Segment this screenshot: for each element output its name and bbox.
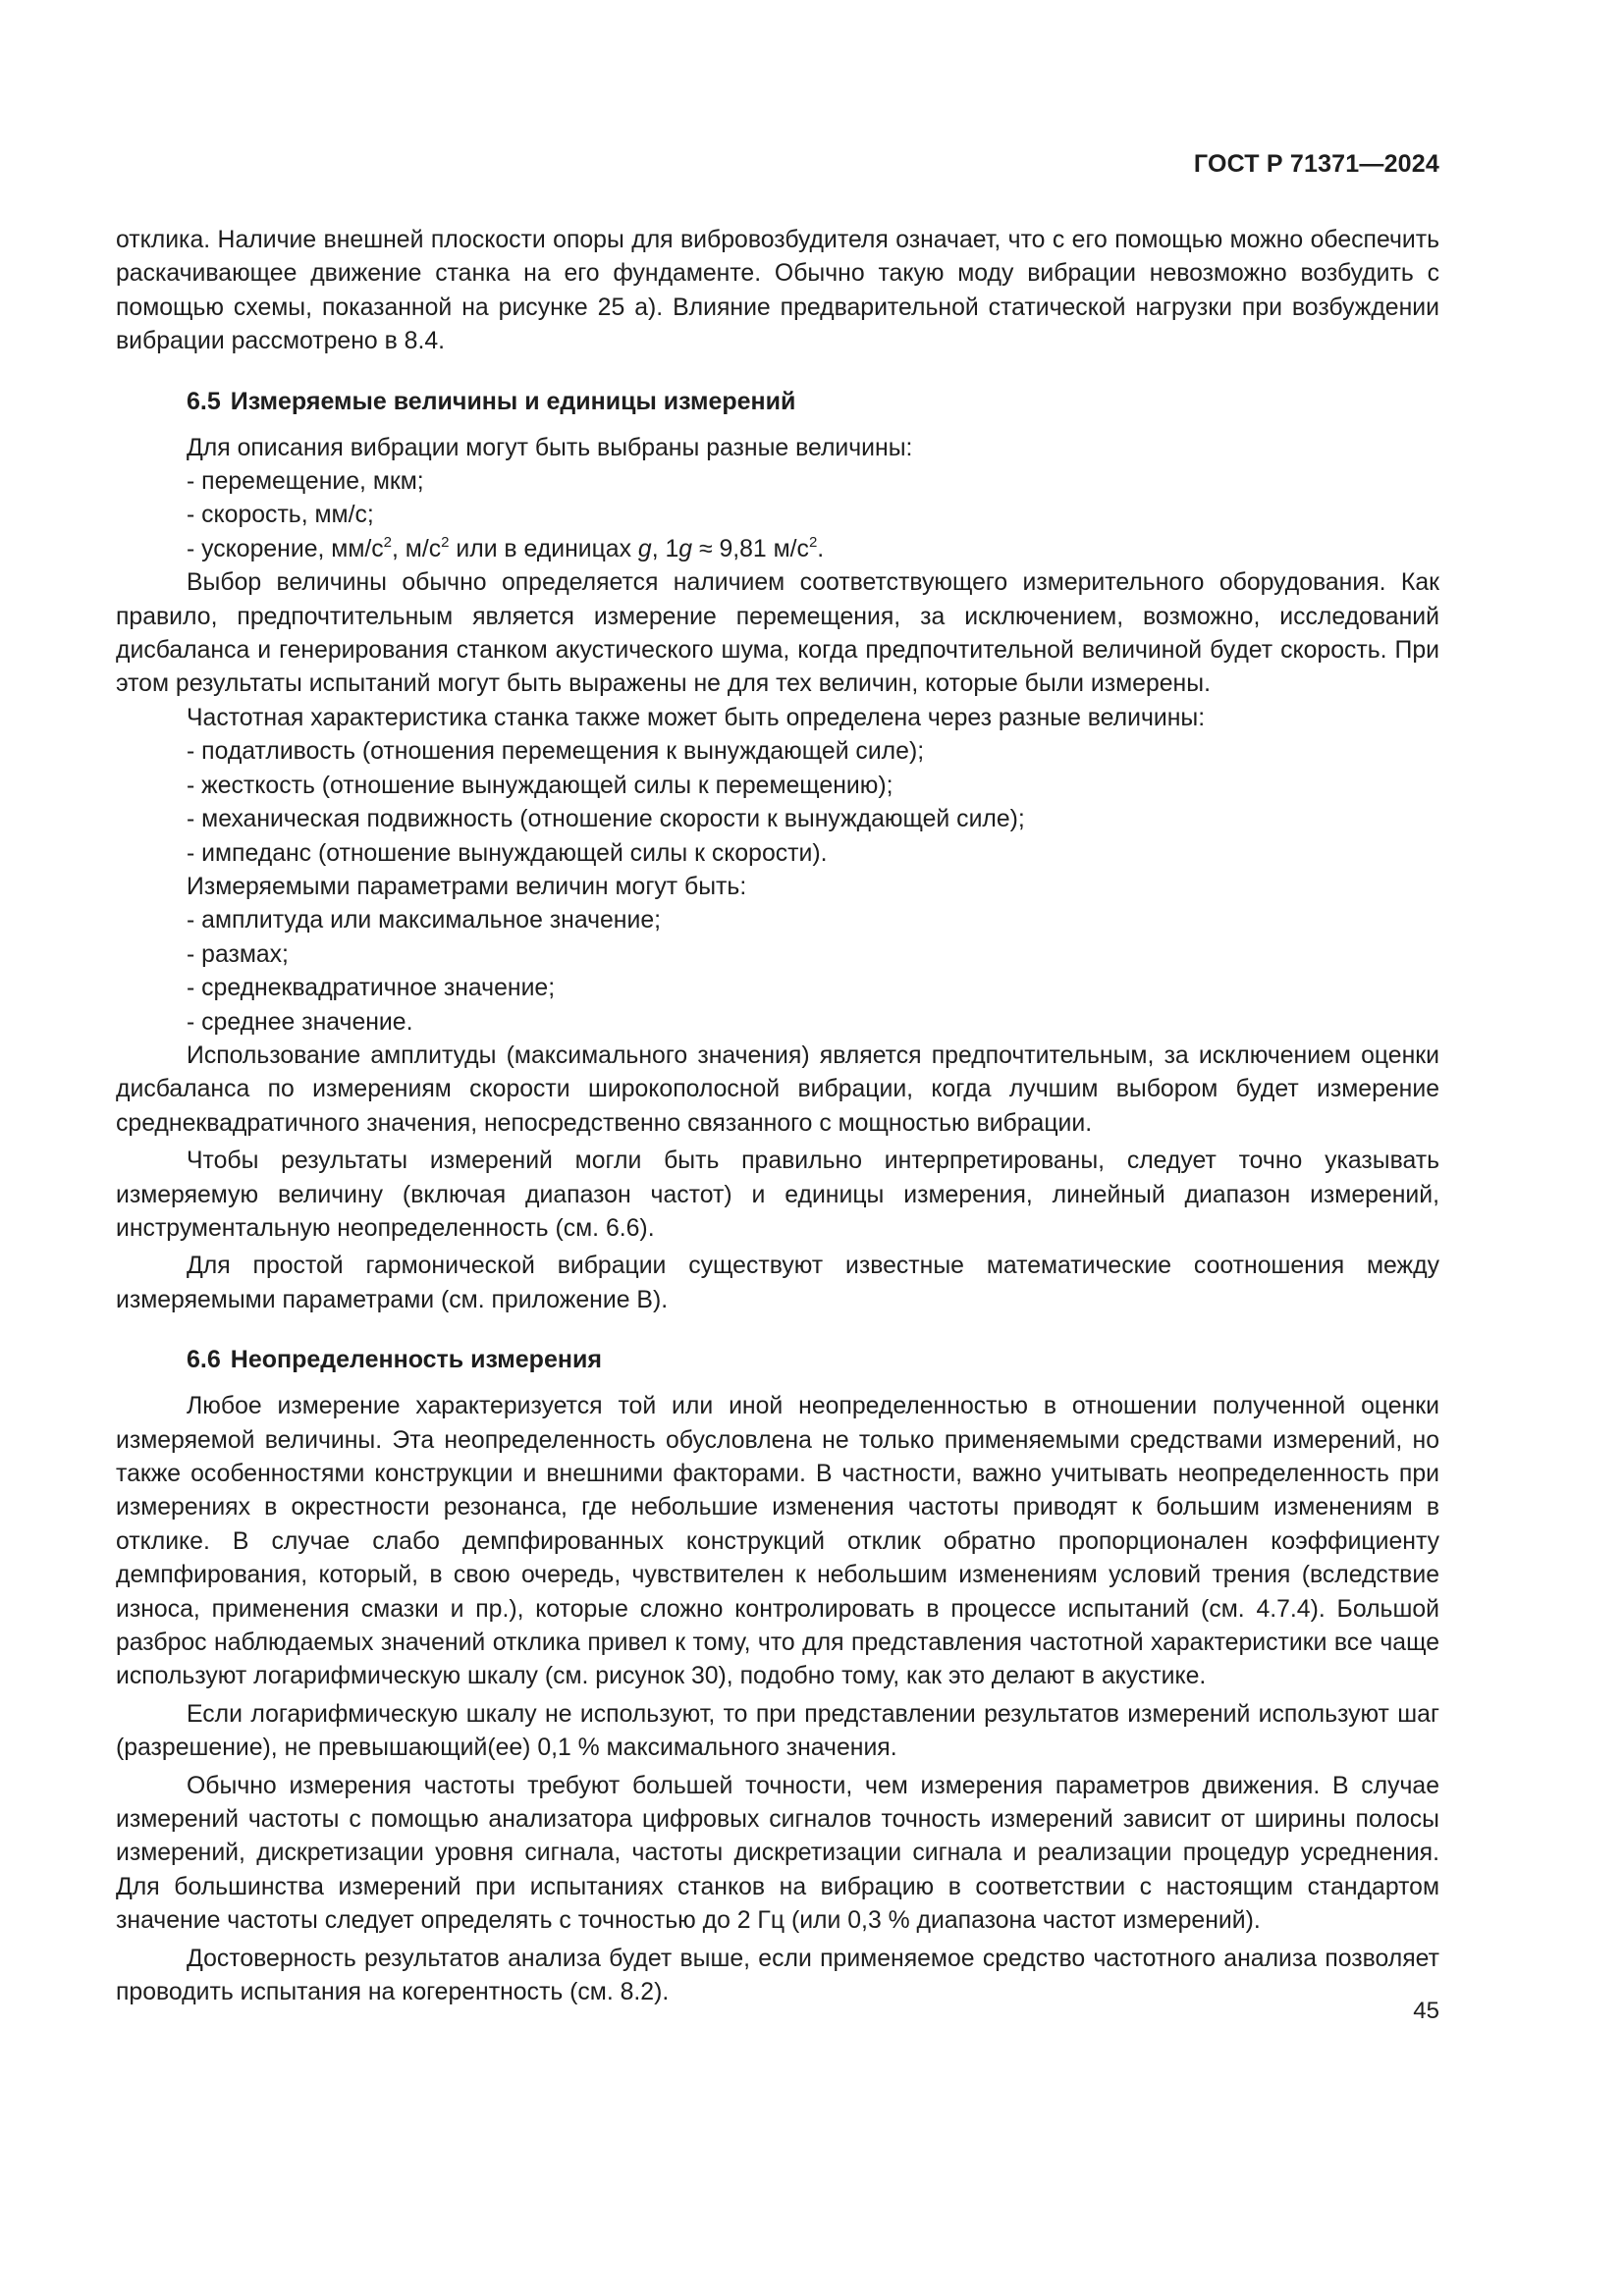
list-item: - перемещение, мкм; xyxy=(187,468,424,496)
symbol-g: g xyxy=(678,535,693,562)
paragraph: Чтобы результаты измерений могли быть правильно интерпретированы, следует точно указывать измеряемую величину (включая диапазон частот) и единицы измерения, линейный диапазон измерений, инструментальную неопределенность (см. 6.6). xyxy=(116,1148,1439,1242)
paragraph: Выбор величины обычно определяется наличием соответствующего измерительного оборудования. Как правило, предпочтительным является измерение перемещения, за исключением, возможно, исследований дисбаланса и генерирования станком акустического шума, когда предпочтительной величиной будет скорость. При этом результаты испытаний могут быть выражены не для тех величин, которые были измерены. xyxy=(116,569,1439,698)
paragraph: Для простой гармонической вибрации существуют известные математические соотношения между измеряемыми параметрами (см. приложение В). xyxy=(116,1253,1439,1313)
page-number: 45 xyxy=(1413,1998,1439,2024)
list-item: - жесткость (отношение вынуждающей силы к перемещению); xyxy=(187,772,893,799)
list-item-acceleration xyxy=(116,533,1439,566)
text-run: . xyxy=(817,535,825,562)
list-item: - импеданс (отношение вынуждающей силы к скорости). xyxy=(187,839,828,867)
superscript: 2 xyxy=(441,533,450,551)
paragraph: Использование амплитуды (максимального значения) является предпочтительным, за исключением оценки дисбаланса по измерениям скорости широкополосной вибрации, когда лучшим выбором будет измерение среднеквадратичного значения, непосредственно связанного с мощностью вибрации. xyxy=(116,1041,1439,1137)
section-heading-6-5 xyxy=(116,385,1439,418)
superscript: 2 xyxy=(808,533,818,551)
section-title: Неопределенность измерения xyxy=(230,1346,602,1374)
list-item: - механическая подвижность (отношение скорости к вынуждающей силе); xyxy=(187,806,1025,833)
list-item: - скорость, мм/с; xyxy=(187,502,374,529)
section-title: Измеряемые величины и единицы измерений xyxy=(230,387,796,415)
text-run: - ускорение, мм/с xyxy=(187,535,384,562)
paragraph: Обычно измерения частоты требуют большей точности, чем измерения параметров движения. В случае измерений частоты с помощью анализатора цифровых сигналов точность измерений зависит от ширины полосы измерений, дискретизации уровня сигнала, частоты дискретизации сигнала и реализации процедур усреднения. Для большинства измерений при испытаниях станков на вибрацию в соответствии с настоящим стандартом значение частоты следует определять с точностью до 2 Гц (или 0,3 % диапазона частот измерений). xyxy=(116,1772,1439,1935)
list-item: - среднеквадратичное значение; xyxy=(187,975,556,1002)
paragraph: Если логарифмическую шкалу не используют, то при представлении результатов измерений используют шаг (разрешение), не превышающий(ее) 0,1 % максимального значения. xyxy=(116,1700,1439,1762)
section-number: 6.6 xyxy=(187,1346,221,1374)
paragraph: Измеряемыми параметрами величин могут быть: xyxy=(187,873,747,900)
text-run: ≈ 9,81 м/с xyxy=(692,535,809,562)
intro-paragraph: отклика. Наличие внешней плоскости опоры для вибровозбудителя означает, что с его помощью можно обеспечить раскачивающее движение станка на его фундаменте. Обычно такую моду вибрации невозможно возбудить с помощью схемы, показанной на рисунке 25 а). Влияние предварительной статической нагрузки при возбуждении вибрации рассмотрено в 8.4. xyxy=(116,227,1439,355)
section-heading-6-6 xyxy=(116,1343,1439,1376)
list-item: - податливость (отношения перемещения к вынуждающей силе); xyxy=(187,738,925,766)
standard-designation: ГОСТ Р 71371—2024 xyxy=(1193,150,1439,178)
list-item: - размах; xyxy=(187,940,289,968)
list-item: - амплитуда или максимальное значение; xyxy=(187,907,662,934)
page-content xyxy=(116,224,1439,2010)
text-run: , 1 xyxy=(651,535,679,562)
paragraph: Достоверность результатов анализа будет выше, если применяемое средство частотного анализа позволяет проводить испытания на когерентность (см. 8.2). xyxy=(116,1945,1439,2006)
section-number: 6.5 xyxy=(187,387,221,415)
paragraph: Любое измерение характеризуется той или иной неопределенностью в отношении полученной оценки измеряемой величины. Эта неопределенность обусловлена не только применяемыми средствами измерений, но также особенностями конструкции и внешними факторами. В частности, важно учитывать неопределенность при измерениях в окрестности резонанса, где небольшие изменения частоты приводят к большим изменениям в отклике. В случае слабо демпфированных конструкций отклик обратно пропорционален коэффициенту демпфирования, который, в свою очередь, чувствителен к небольшим изменениям условий трения (вследствие износа, применения смазки и пр.), которые сложно контролировать в процессе испытаний (см. 4.7.4). Большой разброс наблюдаемых значений отклика привел к тому, что для представления частотной характеристики все чаще используют логарифмическую шкалу (см. рисунок 30), подобно тому, как это делают в акустике. xyxy=(116,1393,1439,1690)
paragraph: Частотная характеристика станка также может быть определена через разные величины: xyxy=(187,704,1206,731)
symbol-g: g xyxy=(637,535,652,562)
superscript: 2 xyxy=(383,533,393,551)
text-run: или в единицах xyxy=(449,535,638,562)
list-item: - среднее значение. xyxy=(187,1008,413,1036)
paragraph: Для описания вибрации могут быть выбраны разные величины: xyxy=(187,434,913,461)
text-run: , м/с xyxy=(392,535,442,562)
